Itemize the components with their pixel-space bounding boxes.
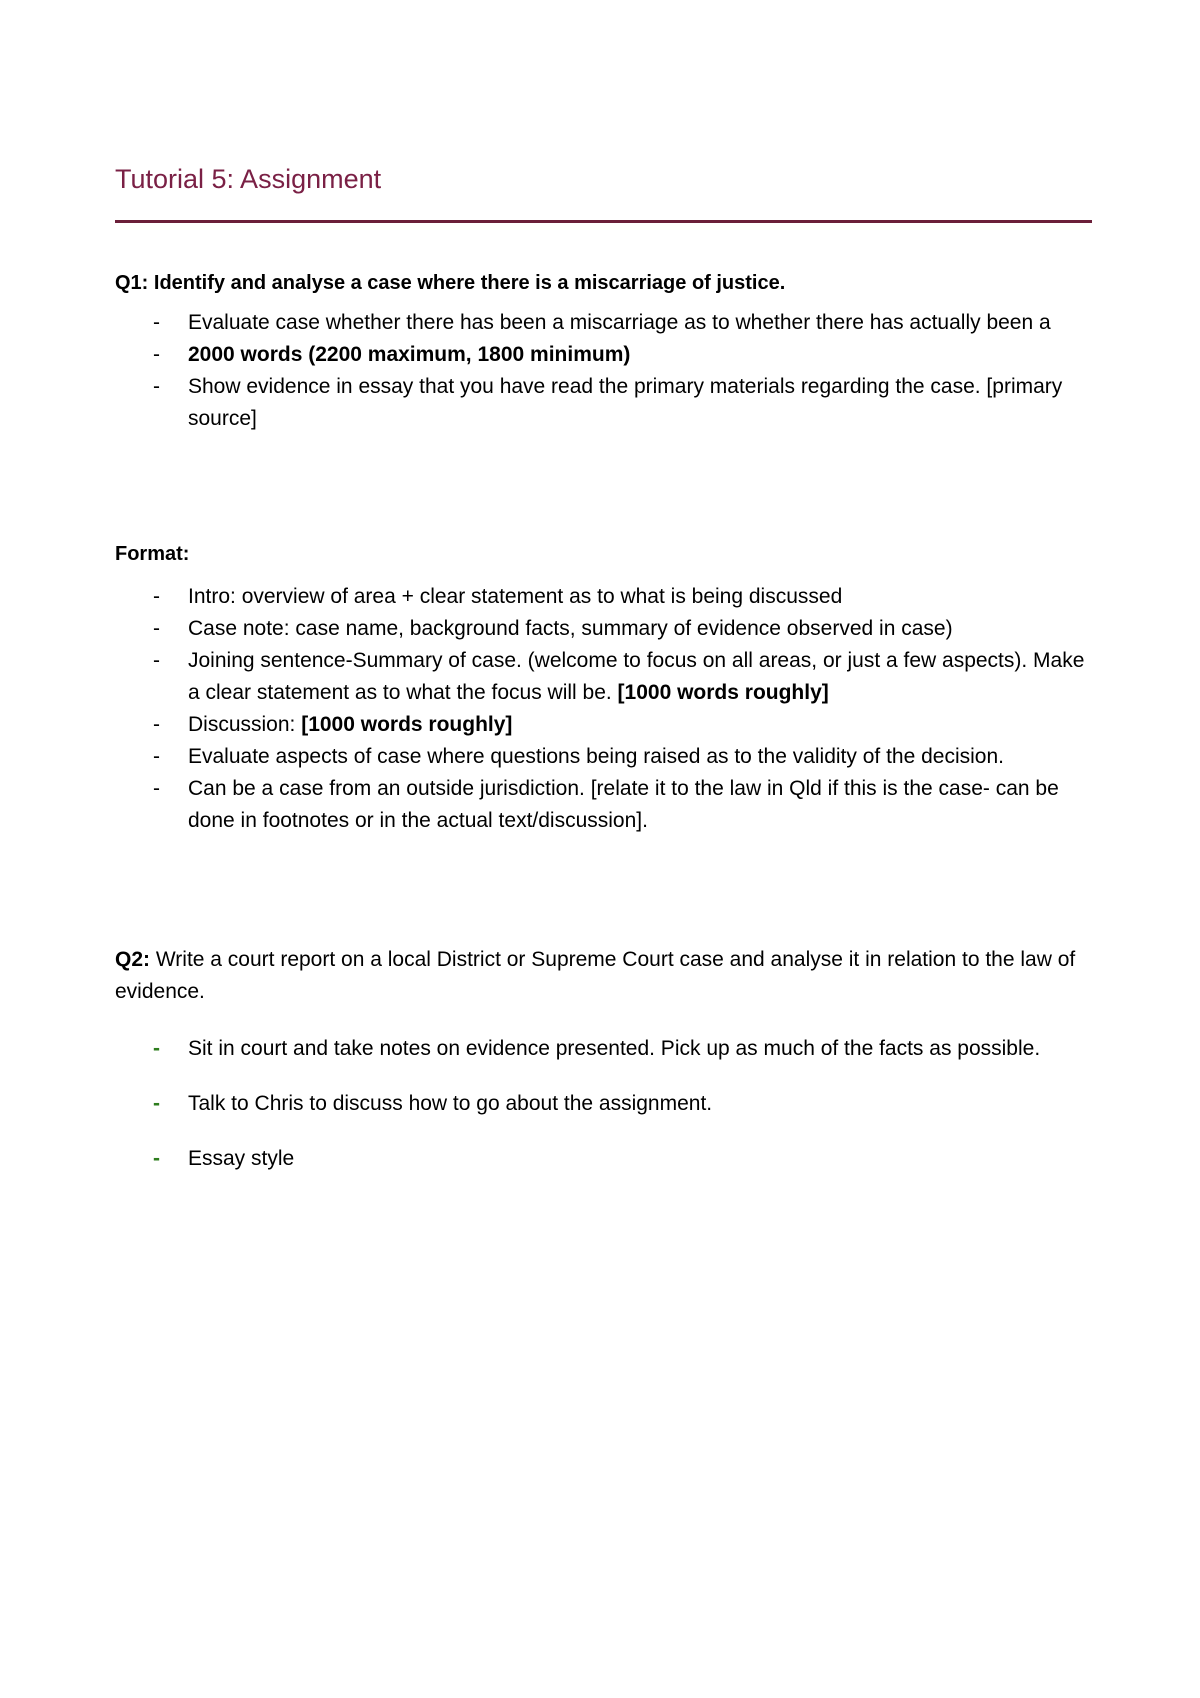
list-item [115,371,1100,435]
dash-bullet: - [153,585,160,608]
dash-bullet: - [153,1037,160,1060]
q2-paragraph [115,944,1095,1008]
list-item [115,307,1100,339]
title-divider [115,220,1092,223]
dash-bullet: - [153,311,160,334]
list-item-text: Evaluate aspects of case where questions being raised as to the validity of the decision. [188,745,1004,768]
list-item [115,613,1100,645]
list-item-text: Joining sentence-Summary of case. (welcome to focus on all areas, or just a few aspects). Make a clear statement as to what the focus will be. [188,649,1085,704]
list-item-text: 2000 words (2200 maximum, 1800 minimum) [188,343,631,366]
list-item [115,741,1100,773]
dash-bullet: - [153,375,160,398]
list-item [115,773,1100,837]
dash-bullet: - [153,1147,160,1170]
q2-label: Q2: [115,948,151,971]
list-item-bold-text: [1000 words roughly] [617,681,829,704]
list-item [115,581,1100,613]
q2-list [115,1033,1100,1198]
dash-bullet: - [153,1092,160,1115]
format-heading: Format: [115,543,190,565]
list-item-text: Case note: case name, background facts, summary of evidence observed in case) [188,617,953,640]
list-item-bold-text: [1000 words roughly] [301,713,513,736]
list-item-text: Intro: overview of area + clear statement as to what is being discussed [188,585,843,608]
list-item-text: Show evidence in essay that you have read the primary materials regarding the case. [primary source] [188,375,1063,430]
dash-bullet: - [153,649,160,672]
dash-bullet: - [153,343,160,366]
q1-heading: Q1: Identify and analyse a case where there is a miscarriage of justice. [115,272,786,294]
document-title: Tutorial 5: Assignment [115,164,382,194]
dash-bullet: - [153,777,160,800]
list-item [115,709,1100,741]
list-item-text: Talk to Chris to discuss how to go about the assignment. [188,1092,713,1115]
q1-list [115,307,1100,435]
format-list [115,581,1100,837]
q2-text: Write a court report on a local District or Supreme Court case and analyse it in relation to the law of evidence. [115,948,1076,1003]
dash-bullet: - [153,713,160,736]
list-item [115,339,1100,371]
list-item-text: Can be a case from an outside jurisdiction. [relate it to the law in Qld if this is the case- can be done in footnotes or in the actual text/discussion]. [188,777,1059,832]
dash-bullet: - [153,745,160,768]
list-item [115,1088,1100,1120]
list-item [115,645,1100,709]
list-item [115,1143,1100,1175]
list-item-text: Discussion: [188,713,302,736]
dash-bullet: - [153,617,160,640]
list-item-text: Evaluate case whether there has been a miscarriage as to whether there has actually been a [188,311,1051,334]
list-item-text: Essay style [188,1147,295,1170]
list-item-text: Sit in court and take notes on evidence presented. Pick up as much of the facts as possible. [188,1037,1041,1060]
list-item [115,1033,1100,1065]
